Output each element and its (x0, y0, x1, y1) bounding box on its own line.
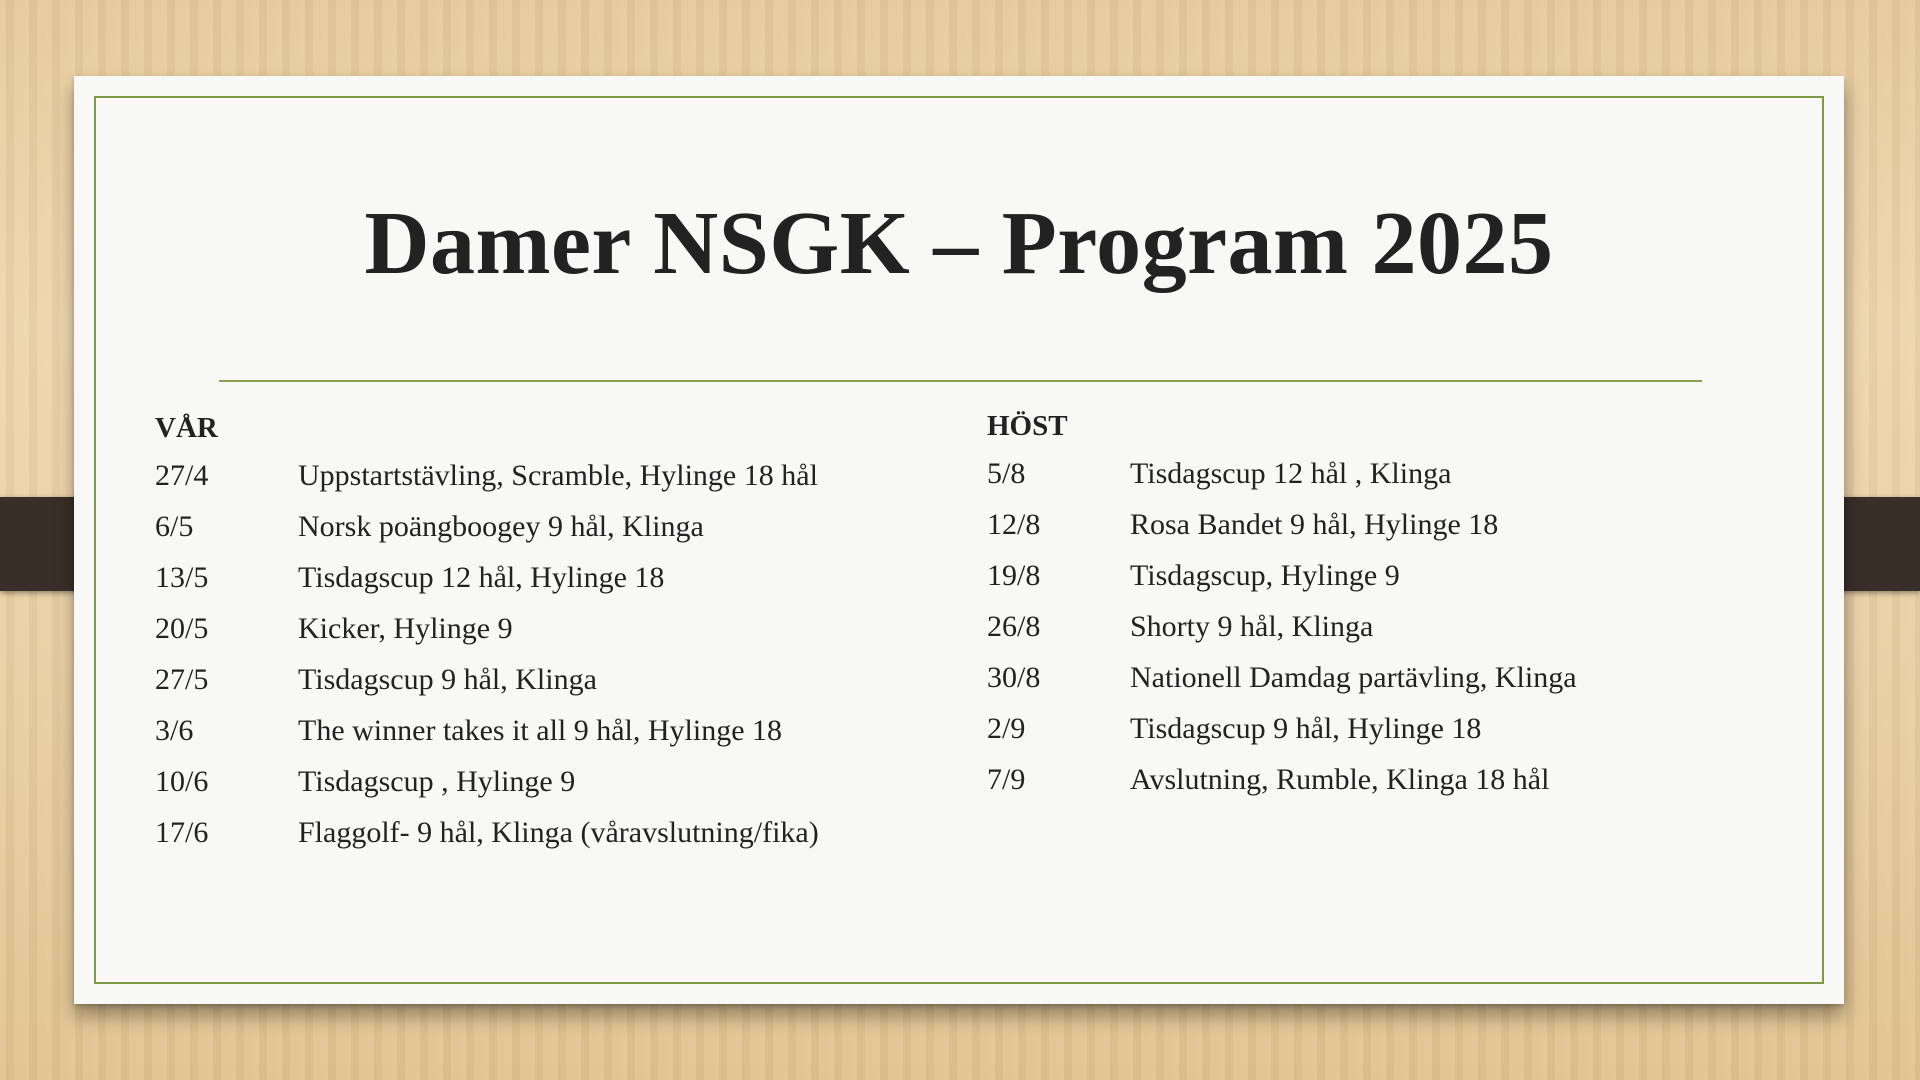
autumn-column (987, 404, 1577, 805)
event-text: Tisdagscup , Hylinge 9 (298, 765, 576, 798)
list-item (155, 807, 819, 858)
slide (74, 76, 1844, 1004)
list-item (987, 754, 1577, 805)
event-date: 30/8 (987, 661, 1041, 694)
event-date: 27/4 (155, 459, 209, 492)
event-date: 27/5 (155, 663, 209, 696)
event-text: Tisdagscup, Hylinge 9 (1130, 559, 1400, 592)
event-date: 19/8 (987, 559, 1041, 592)
list-item (987, 550, 1577, 601)
event-text: Flaggolf- 9 hål, Klinga (våravslutning/fika) (298, 816, 819, 849)
event-date: 20/5 (155, 612, 209, 645)
list-item (987, 652, 1577, 703)
event-text: Kicker, Hylinge 9 (298, 612, 513, 645)
event-date: 2/9 (987, 712, 1026, 745)
title-divider (219, 380, 1702, 382)
event-text: The winner takes it all 9 hål, Hylinge 18 (298, 714, 783, 747)
event-text: Tisdagscup 9 hål, Klinga (298, 663, 597, 696)
spring-list (155, 450, 819, 858)
event-date: 26/8 (987, 610, 1041, 643)
event-text: Nationell Damdag partävling, Klinga (1130, 661, 1577, 694)
autumn-list (987, 448, 1577, 805)
list-item (987, 703, 1577, 754)
event-date: 3/6 (155, 714, 194, 747)
list-item (987, 601, 1577, 652)
event-date: 7/9 (987, 763, 1026, 796)
event-date: 5/8 (987, 457, 1026, 490)
event-date: 17/6 (155, 816, 209, 849)
list-item (155, 705, 819, 756)
spring-heading: VÅR (155, 412, 218, 444)
event-date: 12/8 (987, 508, 1041, 541)
event-text: Uppstartstävling, Scramble, Hylinge 18 hål (298, 459, 818, 492)
list-item (155, 756, 819, 807)
spring-column (155, 406, 819, 858)
event-text: Tisdagscup 12 hål, Hylinge 18 (298, 561, 665, 594)
event-text: Shorty 9 hål, Klinga (1130, 610, 1374, 643)
event-text: Rosa Bandet 9 hål, Hylinge 18 (1130, 508, 1499, 541)
event-date: 6/5 (155, 510, 194, 543)
list-item (987, 499, 1577, 550)
list-item (155, 552, 819, 603)
list-item (987, 448, 1577, 499)
list-item (155, 450, 819, 501)
list-item (155, 603, 819, 654)
list-item (155, 654, 819, 705)
event-date: 13/5 (155, 561, 209, 594)
event-text: Norsk poängboogey 9 hål, Klinga (298, 510, 704, 543)
event-date: 10/6 (155, 765, 209, 798)
slide-title: Damer NSGK – Program 2025 (364, 194, 1554, 293)
event-text: Tisdagscup 9 hål, Hylinge 18 (1130, 712, 1482, 745)
event-text: Avslutning, Rumble, Klinga 18 hål (1130, 763, 1550, 796)
list-item (155, 501, 819, 552)
autumn-heading: HÖST (987, 410, 1068, 442)
event-text: Tisdagscup 12 hål , Klinga (1130, 457, 1452, 490)
